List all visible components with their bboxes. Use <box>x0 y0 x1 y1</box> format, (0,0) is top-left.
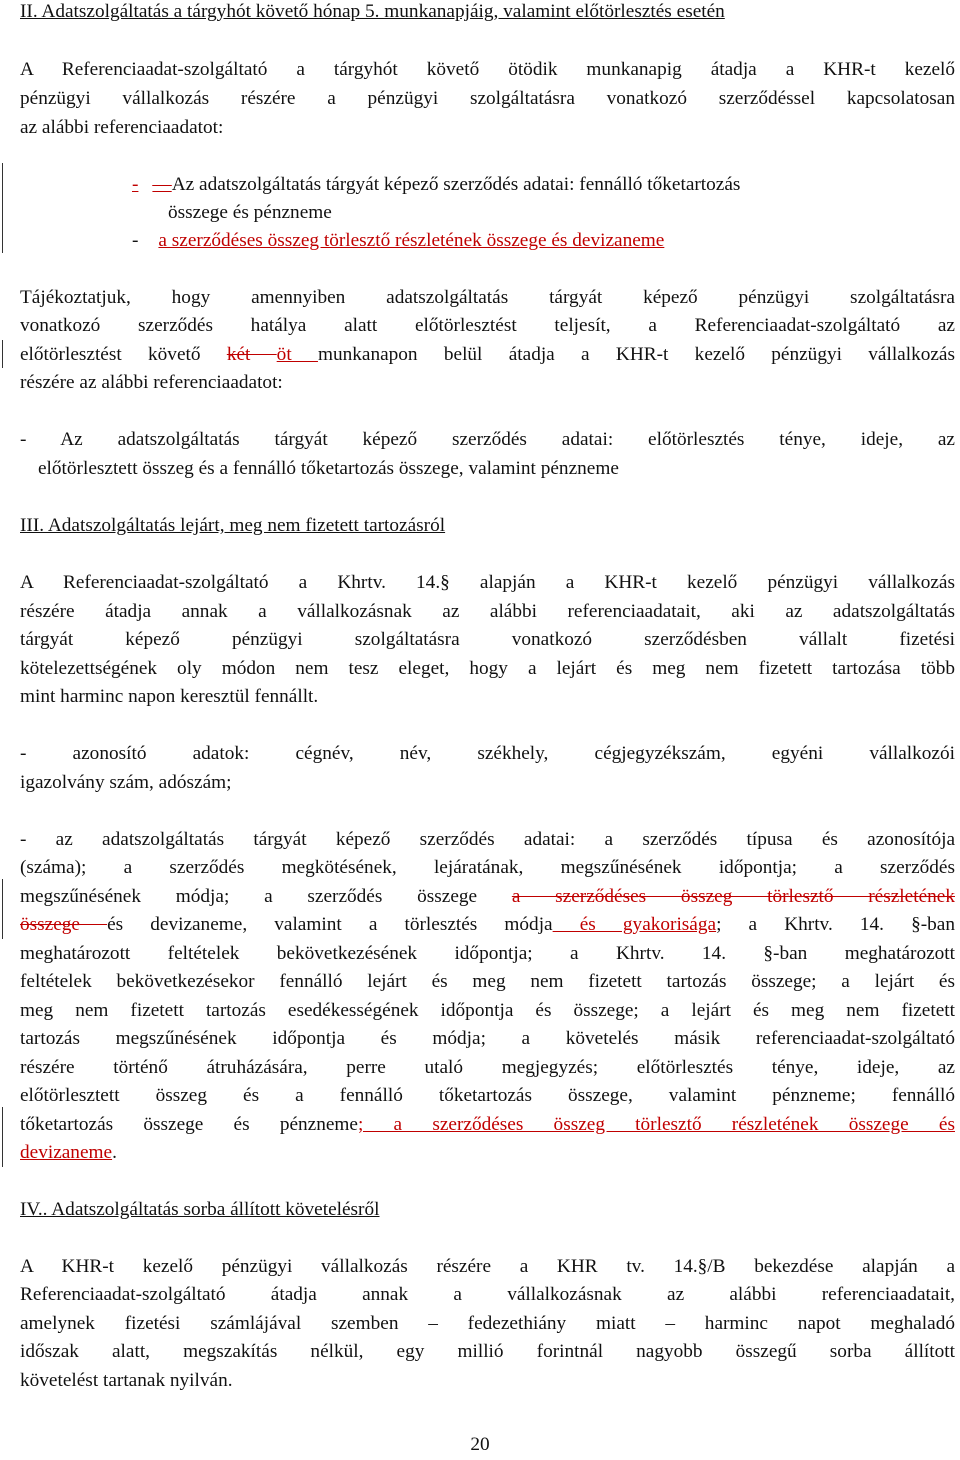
sec3-bullet2-line7: meg nem fizetett tartozás esedékességének időpontja és összege; a lejárt és meg nem fizetett <box>20 1000 955 1021</box>
page-number: 20 <box>470 1434 490 1455</box>
text-run: megszűnésének módja; a szerződés összege <box>20 886 512 907</box>
sec3-bullet2-line5: meghatározott feltételek bekövetkezésének időpontja; a Khrtv. 14. §-ban meghatározott <box>20 943 955 964</box>
change-bar <box>2 340 3 368</box>
sec3-bullet2-line11 <box>20 1111 955 1140</box>
sec3-bullet2-line9: részére történő átruházására, perre utaló megjegyzés; előtörlesztés ténye, ideje, az <box>20 1057 955 1078</box>
sec3-bullet2-line4 <box>20 911 955 940</box>
inserted-text: devizaneme <box>20 1142 113 1163</box>
sec4-para1-line5: követelést tartanak nyilván. <box>20 1370 233 1391</box>
section-4-heading: IV.. Adatszolgáltatás sorba állított követelésről <box>20 1199 380 1220</box>
sec2-para2-line4: részére az alábbi referenciaadatot: <box>20 372 283 393</box>
sec3-para1-line5: mint harminc napon keresztül fennállt. <box>20 686 319 707</box>
sec4-para1-line3: amelynek fizetési számlájával szemben – fedezethiány miatt – harminc napot meghaladó <box>20 1313 955 1334</box>
sec3-bullet2-line3 <box>20 883 955 912</box>
sec2-para1-line2: pénzügyi vállalkozás részére a pénzügyi szolgáltatásra vonatkozó szerződéssel kapcsolatosan <box>20 88 955 109</box>
sec3-bullet2-line10: előtörlesztett összeg és a fennálló tőketartozás összege, valamint pénzneme; fennálló <box>20 1085 955 1106</box>
deleted-text: két <box>226 344 277 365</box>
sec3-para1-line3: tárgyát képező pénzügyi szolgáltatásra vonatkozó szerződésben vállalt fizetési <box>20 629 955 650</box>
sec3-para1-line2: részére átadja annak a vállalkozásnak az alábbi referenciaadatait, aki az adatszolgáltatás <box>20 601 955 622</box>
sec2-para1-line1: A Referenciaadat-szolgáltató a tárgyhót követő ötödik munkanapig átadja a KHR-t kezelő <box>20 59 955 80</box>
sec3-bullet2-line1: - az adatszolgáltatás tárgyát képező szerződés adatai: a szerződés típusa és azonosítója <box>20 829 955 850</box>
sec3-bullet1-line2: igazolvány szám, adószám; <box>20 772 232 793</box>
sec3-bullet2-line8: tartozás megszűnésének időpontja és módja; a követelés másik referenciaadat-szolgáltató <box>20 1028 955 1049</box>
text-run: és devizaneme, valamint a törlesztés módja <box>107 914 553 935</box>
change-bar <box>2 1107 3 1167</box>
inserted-text: — <box>152 174 172 195</box>
inserted-text: ; a szerződéses összeg törlesztő részletének összege és <box>357 1114 955 1135</box>
sec3-bullet2-line12 <box>20 1139 955 1168</box>
change-bar <box>2 879 3 939</box>
text-run: ; a Khrtv. 14. §-ban <box>716 914 955 935</box>
sec4-para1-line2: Referenciaadat-szolgáltató átadja annak a vállalkozásnak az alábbi referenciaadatait, <box>20 1284 955 1305</box>
sec4-para1-line1: A KHR-t kezelő pénzügyi vállalkozás részére a KHR tv. 14.§/B bekezdése alapján a <box>20 1256 955 1277</box>
sec3-bullet2-line6: feltételek bekövetkezésekor fennálló lejárt és meg nem fizetett tartozás összege; a lejárt és <box>20 971 955 992</box>
sec2-para1-line3: az alábbi referenciaadatot: <box>20 117 224 138</box>
sec3-para1-line4: kötelezettségének oly módon nem tesz eleget, hogy a lejárt és meg nem fizetett tartozása több <box>20 658 955 679</box>
text-run: munkanapon belül átadja a KHR-t kezelő pénzügyi vállalkozás <box>317 344 955 365</box>
sec4-para1-line4: időszak alatt, megszakítás nélkül, egy millió forintnál nagyobb összegű sorba állított <box>20 1341 955 1362</box>
item1-text: Az adatszolgáltatás tárgyát képező szerződés adatai: fennálló tőketartozás <box>171 174 741 195</box>
sec3-para1-line1: A Referenciaadat-szolgáltató a Khrtv. 14.§ alapján a KHR-t kezelő pénzügyi vállalkozás <box>20 572 955 593</box>
sec2-para2-line1: Tájékoztatjuk, hogy amennyiben adatszolgáltatás tárgyát képező pénzügyi szolgáltatásra <box>20 287 955 308</box>
text-run: . <box>112 1142 117 1163</box>
sec2-para2-line2: vonatkozó szerződés hatálya alatt előtörlesztést teljesít, a Referenciaadat-szolgáltató az <box>20 315 955 336</box>
section-2-heading: II. Adatszolgáltatás a tárgyhót követő hónap 5. munkanapjáig, valamint előtörlesztés esetén <box>20 1 725 22</box>
inserted-text: a szerződéses összeg törlesztő részletének összege és devizaneme <box>158 230 665 251</box>
sec2-item3-line2: előtörlesztett összeg és a fennálló tőketartozás összege, valamint pénzneme <box>38 458 619 479</box>
sec2-item2 <box>132 227 955 256</box>
deleted-text: összege <box>20 914 108 935</box>
text-run: előtörlesztést követő <box>20 344 227 365</box>
inserted-dash: - <box>132 174 139 195</box>
sec3-bullet2-line2: (száma); a szerződés megkötésének, lejáratának, megszűnésének időpontja; a szerződés <box>20 857 955 878</box>
sec2-item1-line1 <box>132 171 955 200</box>
inserted-text: és gyakorisága <box>552 914 717 935</box>
sec3-bullet1-line1: - azonosító adatok: cégnév, név, székhely, cégjegyzékszám, egyéni vállalkozói <box>20 743 955 764</box>
text-run: tőketartozás összege és pénzneme <box>20 1114 358 1135</box>
sec2-item1-line2: összege és pénzneme <box>168 202 332 223</box>
deleted-text: a szerződéses összeg törlesztő részletének <box>511 886 955 907</box>
inserted-text: öt <box>276 344 318 365</box>
sec2-item3-line1: - Az adatszolgáltatás tárgyát képező szerződés adatai: előtörlesztés ténye, ideje, az <box>20 429 955 450</box>
sec2-para2-line3 <box>20 341 955 370</box>
item2-dash: - <box>132 230 139 251</box>
section-3-heading: III. Adatszolgáltatás lejárt, meg nem fizetett tartozásról <box>20 515 446 536</box>
change-bar <box>2 163 3 253</box>
